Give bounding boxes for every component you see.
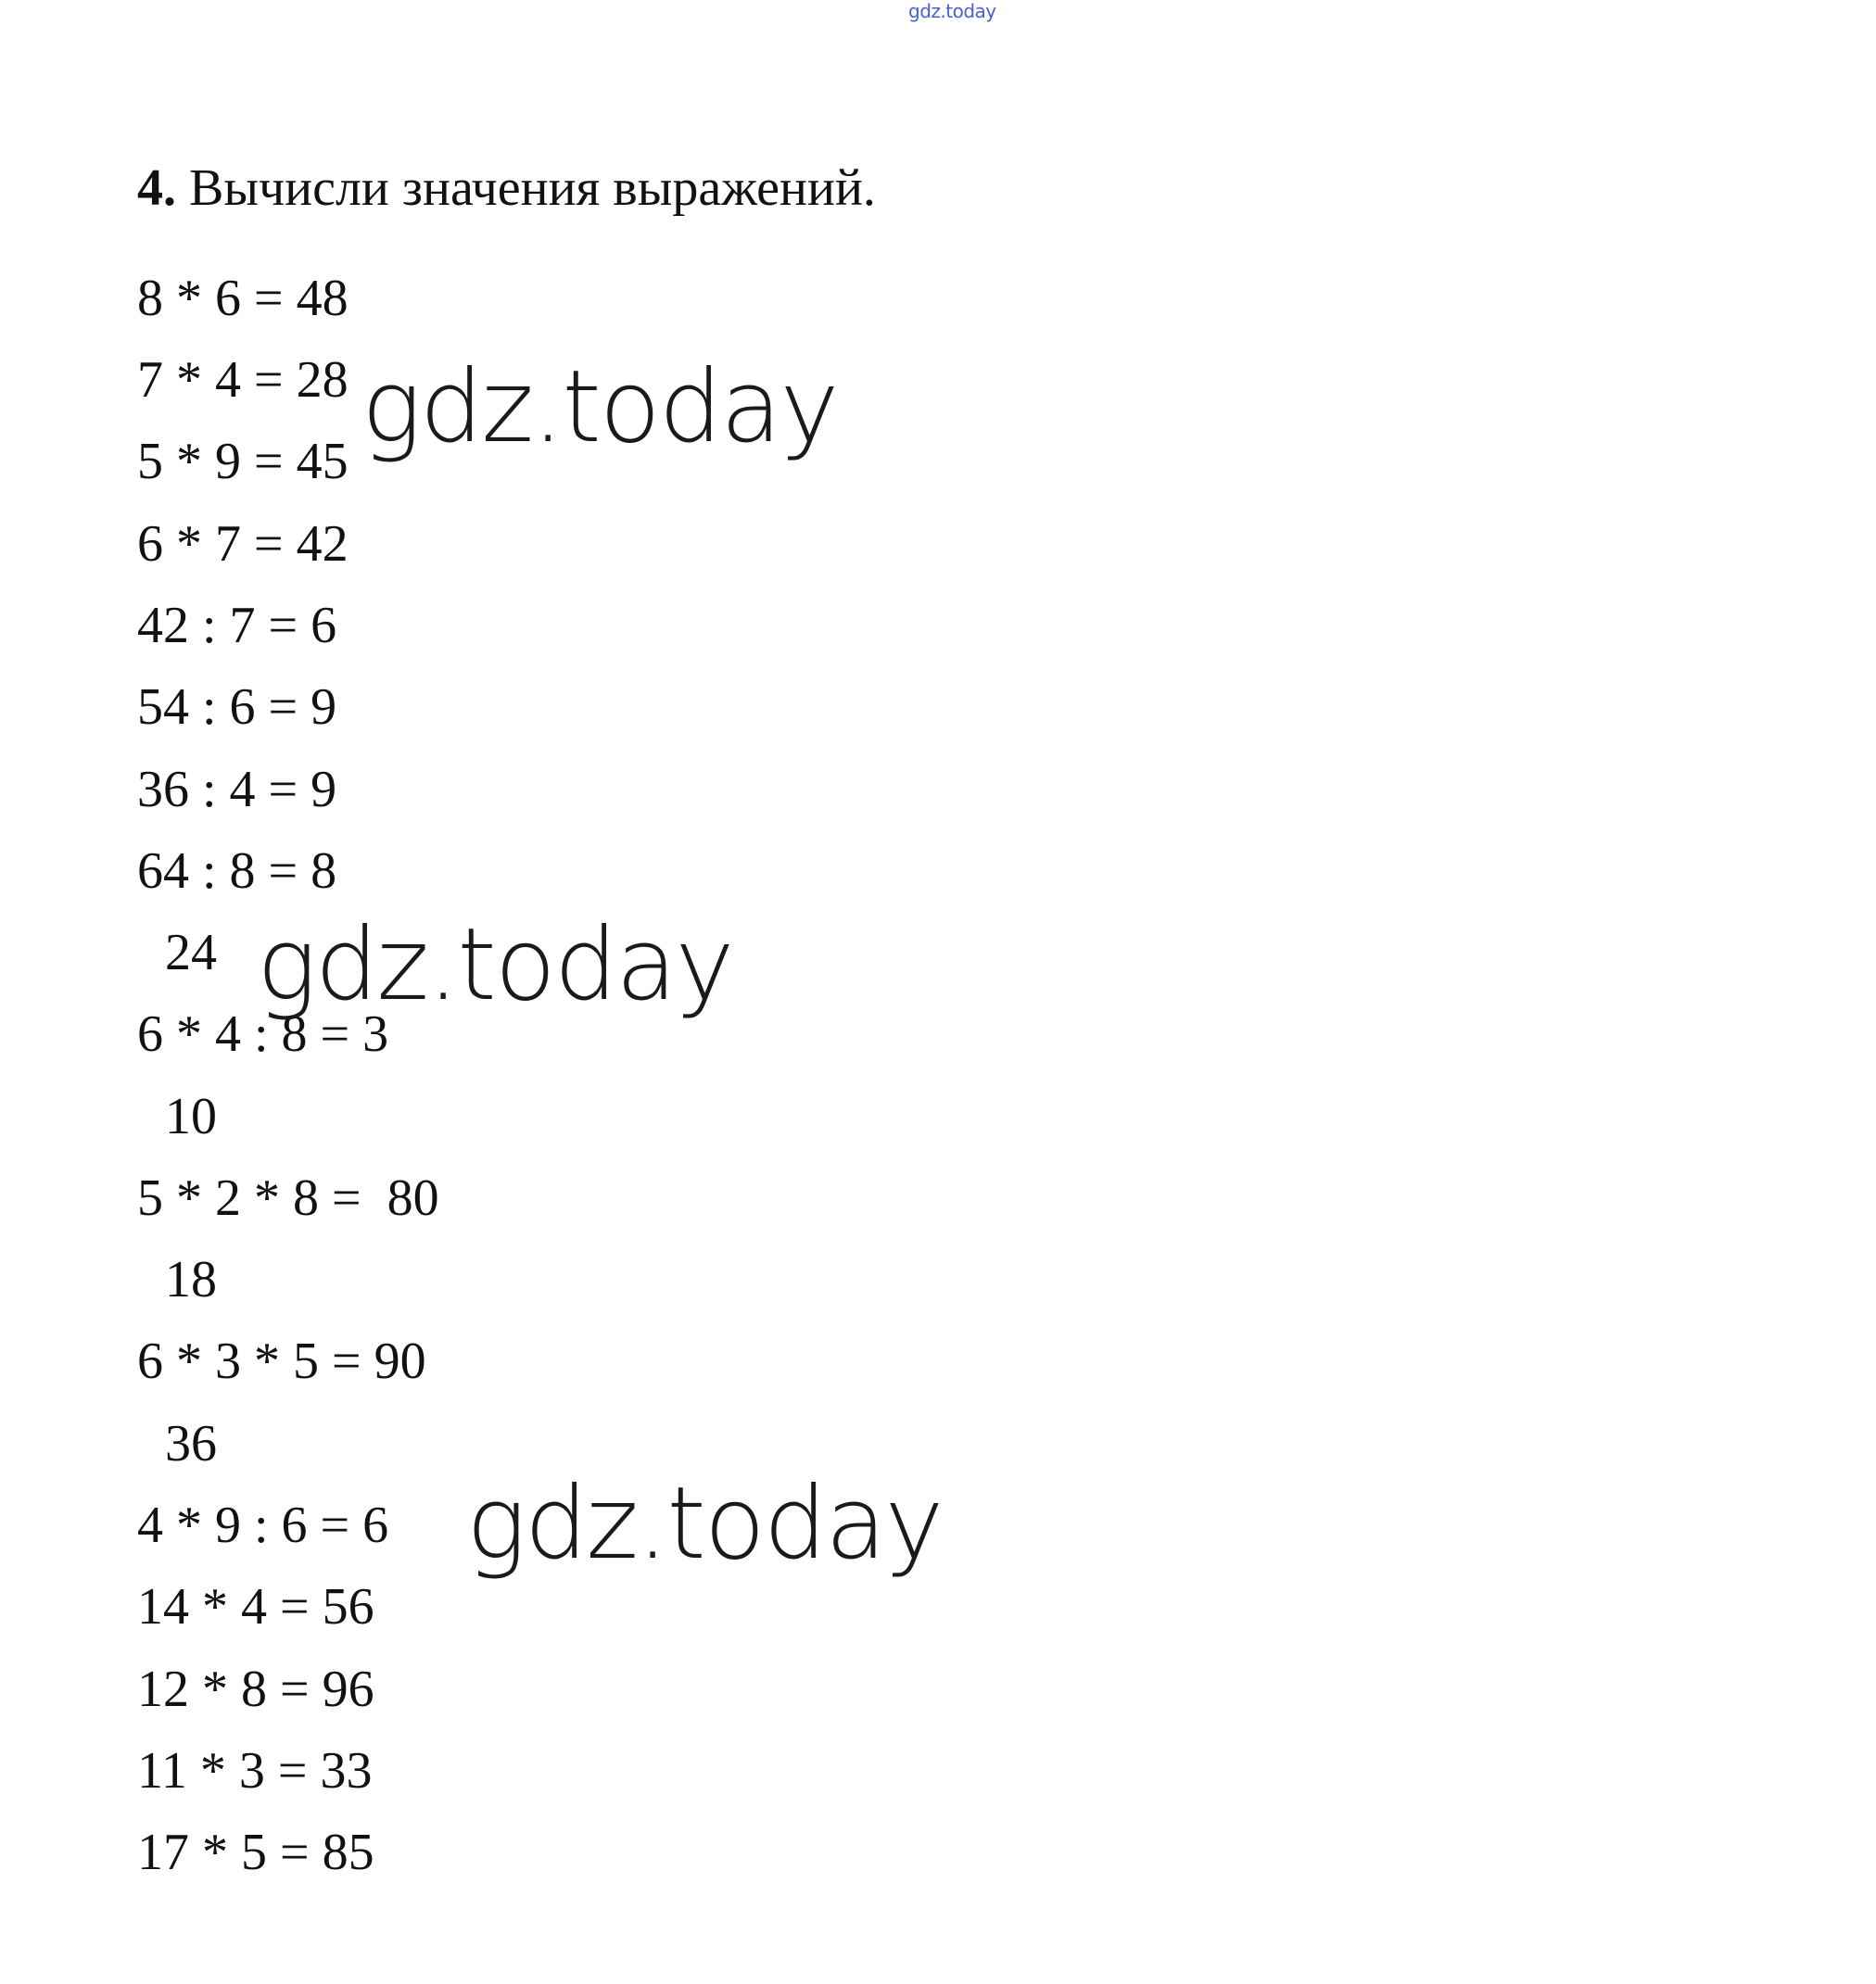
intermediate-result: 18: [165, 1251, 217, 1308]
expression-line: 17 * 5 = 85: [137, 1824, 374, 1881]
expression-line: 6 * 4 : 8 = 3: [137, 1005, 389, 1063]
top-watermark: gdz.today: [908, 0, 996, 22]
expression-line: 14 * 4 = 56: [137, 1578, 374, 1636]
expression-line: 4 * 9 : 6 = 6: [137, 1497, 389, 1554]
expression-line: 8 * 6 = 48: [137, 270, 349, 327]
expression-line: 6 * 7 = 42: [137, 515, 349, 573]
expression-line: 64 : 8 = 8: [137, 842, 337, 900]
task-heading: [137, 156, 876, 221]
expression-line: 54 : 6 = 9: [137, 678, 337, 736]
expression-line: 36 : 4 = 9: [137, 761, 337, 818]
expression-line: 6 * 3 * 5 = 90: [137, 1333, 426, 1390]
expression-line: 5 * 2 * 8 = 80: [137, 1169, 439, 1227]
expression-line: 42 : 7 = 6: [137, 597, 337, 654]
expression-line: 11 * 3 = 33: [137, 1742, 373, 1800]
intermediate-result: 10: [165, 1088, 217, 1145]
watermark: gdz.today: [257, 907, 733, 1023]
watermark: gdz.today: [466, 1466, 943, 1582]
intermediate-result: 36: [165, 1415, 217, 1472]
watermark: gdz.today: [361, 349, 838, 465]
intermediate-result: 24: [165, 924, 217, 981]
expression-line: 12 * 8 = 96: [137, 1661, 374, 1718]
task-number: 4.: [137, 159, 176, 217]
task-title: Вычисли значения выражений.: [189, 159, 876, 217]
expression-line: 7 * 4 = 28: [137, 351, 349, 409]
expression-line: 5 * 9 = 45: [137, 433, 349, 490]
